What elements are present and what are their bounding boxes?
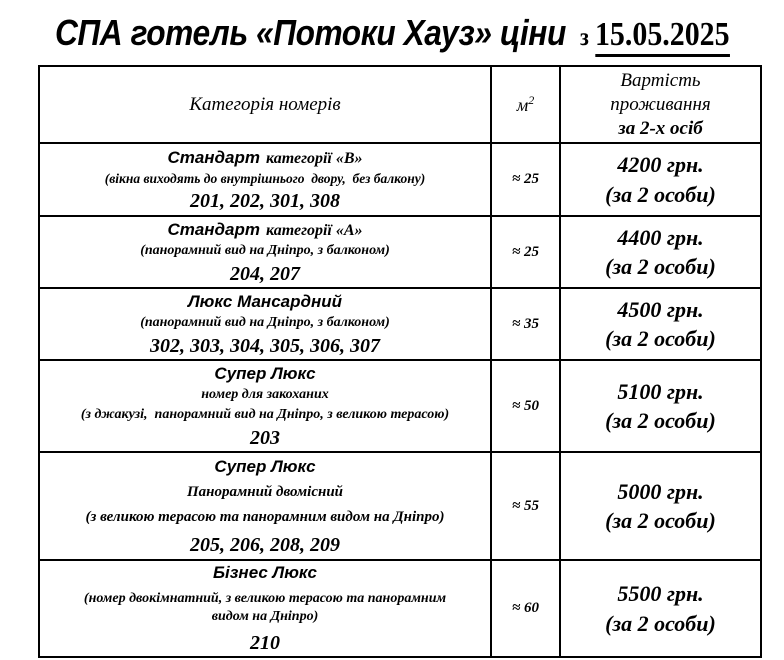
price-cell <box>560 216 761 288</box>
category-name: Стандарт <box>167 219 261 239</box>
price-note: (за 2 особи) <box>605 181 716 207</box>
price-cell <box>560 143 761 216</box>
area-value: ≈ 25 <box>491 216 560 288</box>
category-name: Супер Люкс <box>214 363 316 383</box>
price-cell <box>560 452 761 560</box>
area-exponent: 2 <box>528 93 535 108</box>
price-note: (за 2 особи) <box>605 326 716 352</box>
category-title <box>214 457 315 477</box>
category-title <box>214 364 315 384</box>
header-price-cell <box>560 66 761 143</box>
header-area-label <box>517 95 535 115</box>
category-title <box>188 292 342 312</box>
price-cell <box>560 360 761 452</box>
category-cell <box>39 216 491 288</box>
category-title <box>167 220 362 240</box>
category-name: Люкс Мансардний <box>187 291 343 311</box>
category-description-2: (з джакузі, панорамний вид на Дніпро, з великою терасою) <box>80 407 450 423</box>
price-note: (за 2 особи) <box>605 408 716 434</box>
table-row-standard-a <box>39 216 761 288</box>
room-numbers: 302, 303, 304, 305, 306, 307 <box>150 334 380 357</box>
category-name: Стандарт <box>167 147 261 167</box>
category-cell <box>39 452 491 560</box>
area-value: ≈ 60 <box>491 560 560 657</box>
price-value: 5100 грн. <box>617 378 704 404</box>
title-text: СПА готель «Потоки Хауз» ціни <box>54 12 566 53</box>
category-name: Супер Люкс <box>214 456 316 476</box>
price-cell <box>560 560 761 657</box>
price-cell <box>560 288 761 360</box>
header-area-cell <box>491 66 560 143</box>
table-row-standard-b <box>39 143 761 216</box>
area-value: ≈ 55 <box>491 452 560 560</box>
category-description-2: (з великою терасою та панорамним видом на Дніпро) <box>85 509 445 526</box>
area-value: ≈ 25 <box>491 143 560 216</box>
price-value: 5000 грн. <box>617 478 704 504</box>
category-cell <box>39 288 491 360</box>
category-description: (панорамний вид на Дніпро, з балконом) <box>140 243 390 259</box>
price-note: (за 2 особи) <box>605 508 716 534</box>
area-value: ≈ 35 <box>491 288 560 360</box>
header-price-label-line1: Вартість <box>620 70 701 91</box>
category-cell <box>39 560 491 657</box>
page-title-inner <box>55 12 730 54</box>
title-date: 15.05.2025 <box>595 16 730 57</box>
header-category-cell <box>39 66 491 143</box>
category-name: Бізнес Люкс <box>213 563 317 583</box>
category-description: (вікна виходять до внутрішнього двору, без балкону) <box>104 171 426 187</box>
category-cell <box>39 360 491 452</box>
category-suffix: категорії «В» <box>266 149 363 167</box>
category-suffix: категорії «А» <box>266 221 363 239</box>
category-description: (панорамний вид на Дніпро, з балконом) <box>140 315 390 331</box>
price-note: (за 2 особи) <box>605 610 716 636</box>
price-value: 4200 грн. <box>617 152 704 178</box>
category-description: Панорамний двомісний <box>186 483 344 500</box>
category-cell <box>39 143 491 216</box>
price-value: 5500 грн. <box>617 580 704 606</box>
category-title <box>213 563 317 583</box>
price-table <box>38 65 762 658</box>
price-value: 4400 грн. <box>617 224 704 250</box>
price-value: 4500 грн. <box>617 296 704 322</box>
table-row-lux-mansard <box>39 288 761 360</box>
category-title <box>167 148 362 168</box>
header-price-label-line3: за 2-х осіб <box>618 117 703 139</box>
table-row-super-lux-romantic <box>39 360 761 452</box>
room-numbers: 204, 207 <box>230 262 300 285</box>
title-date-preposition: з <box>579 24 589 51</box>
category-description: номер для закоханих <box>201 387 329 403</box>
room-numbers: 205, 206, 208, 209 <box>190 533 340 556</box>
table-row-super-lux-panoramic <box>39 452 761 560</box>
room-numbers: 203 <box>250 426 280 449</box>
price-note: (за 2 особи) <box>605 254 716 280</box>
page-title <box>0 12 784 54</box>
table-header-row <box>39 66 761 143</box>
area-value: ≈ 50 <box>491 360 560 452</box>
room-numbers: 201, 202, 301, 308 <box>190 189 340 212</box>
area-unit: м <box>516 95 529 116</box>
room-numbers: 210 <box>250 632 280 655</box>
header-price-label-line2: проживання <box>610 93 711 115</box>
table-row-business-lux <box>39 560 761 657</box>
header-category-label: Категорія номерів <box>189 93 341 115</box>
category-description: (номер двокімнатний, з великою терасою та панорамним видом на Дніпро) <box>83 590 447 624</box>
